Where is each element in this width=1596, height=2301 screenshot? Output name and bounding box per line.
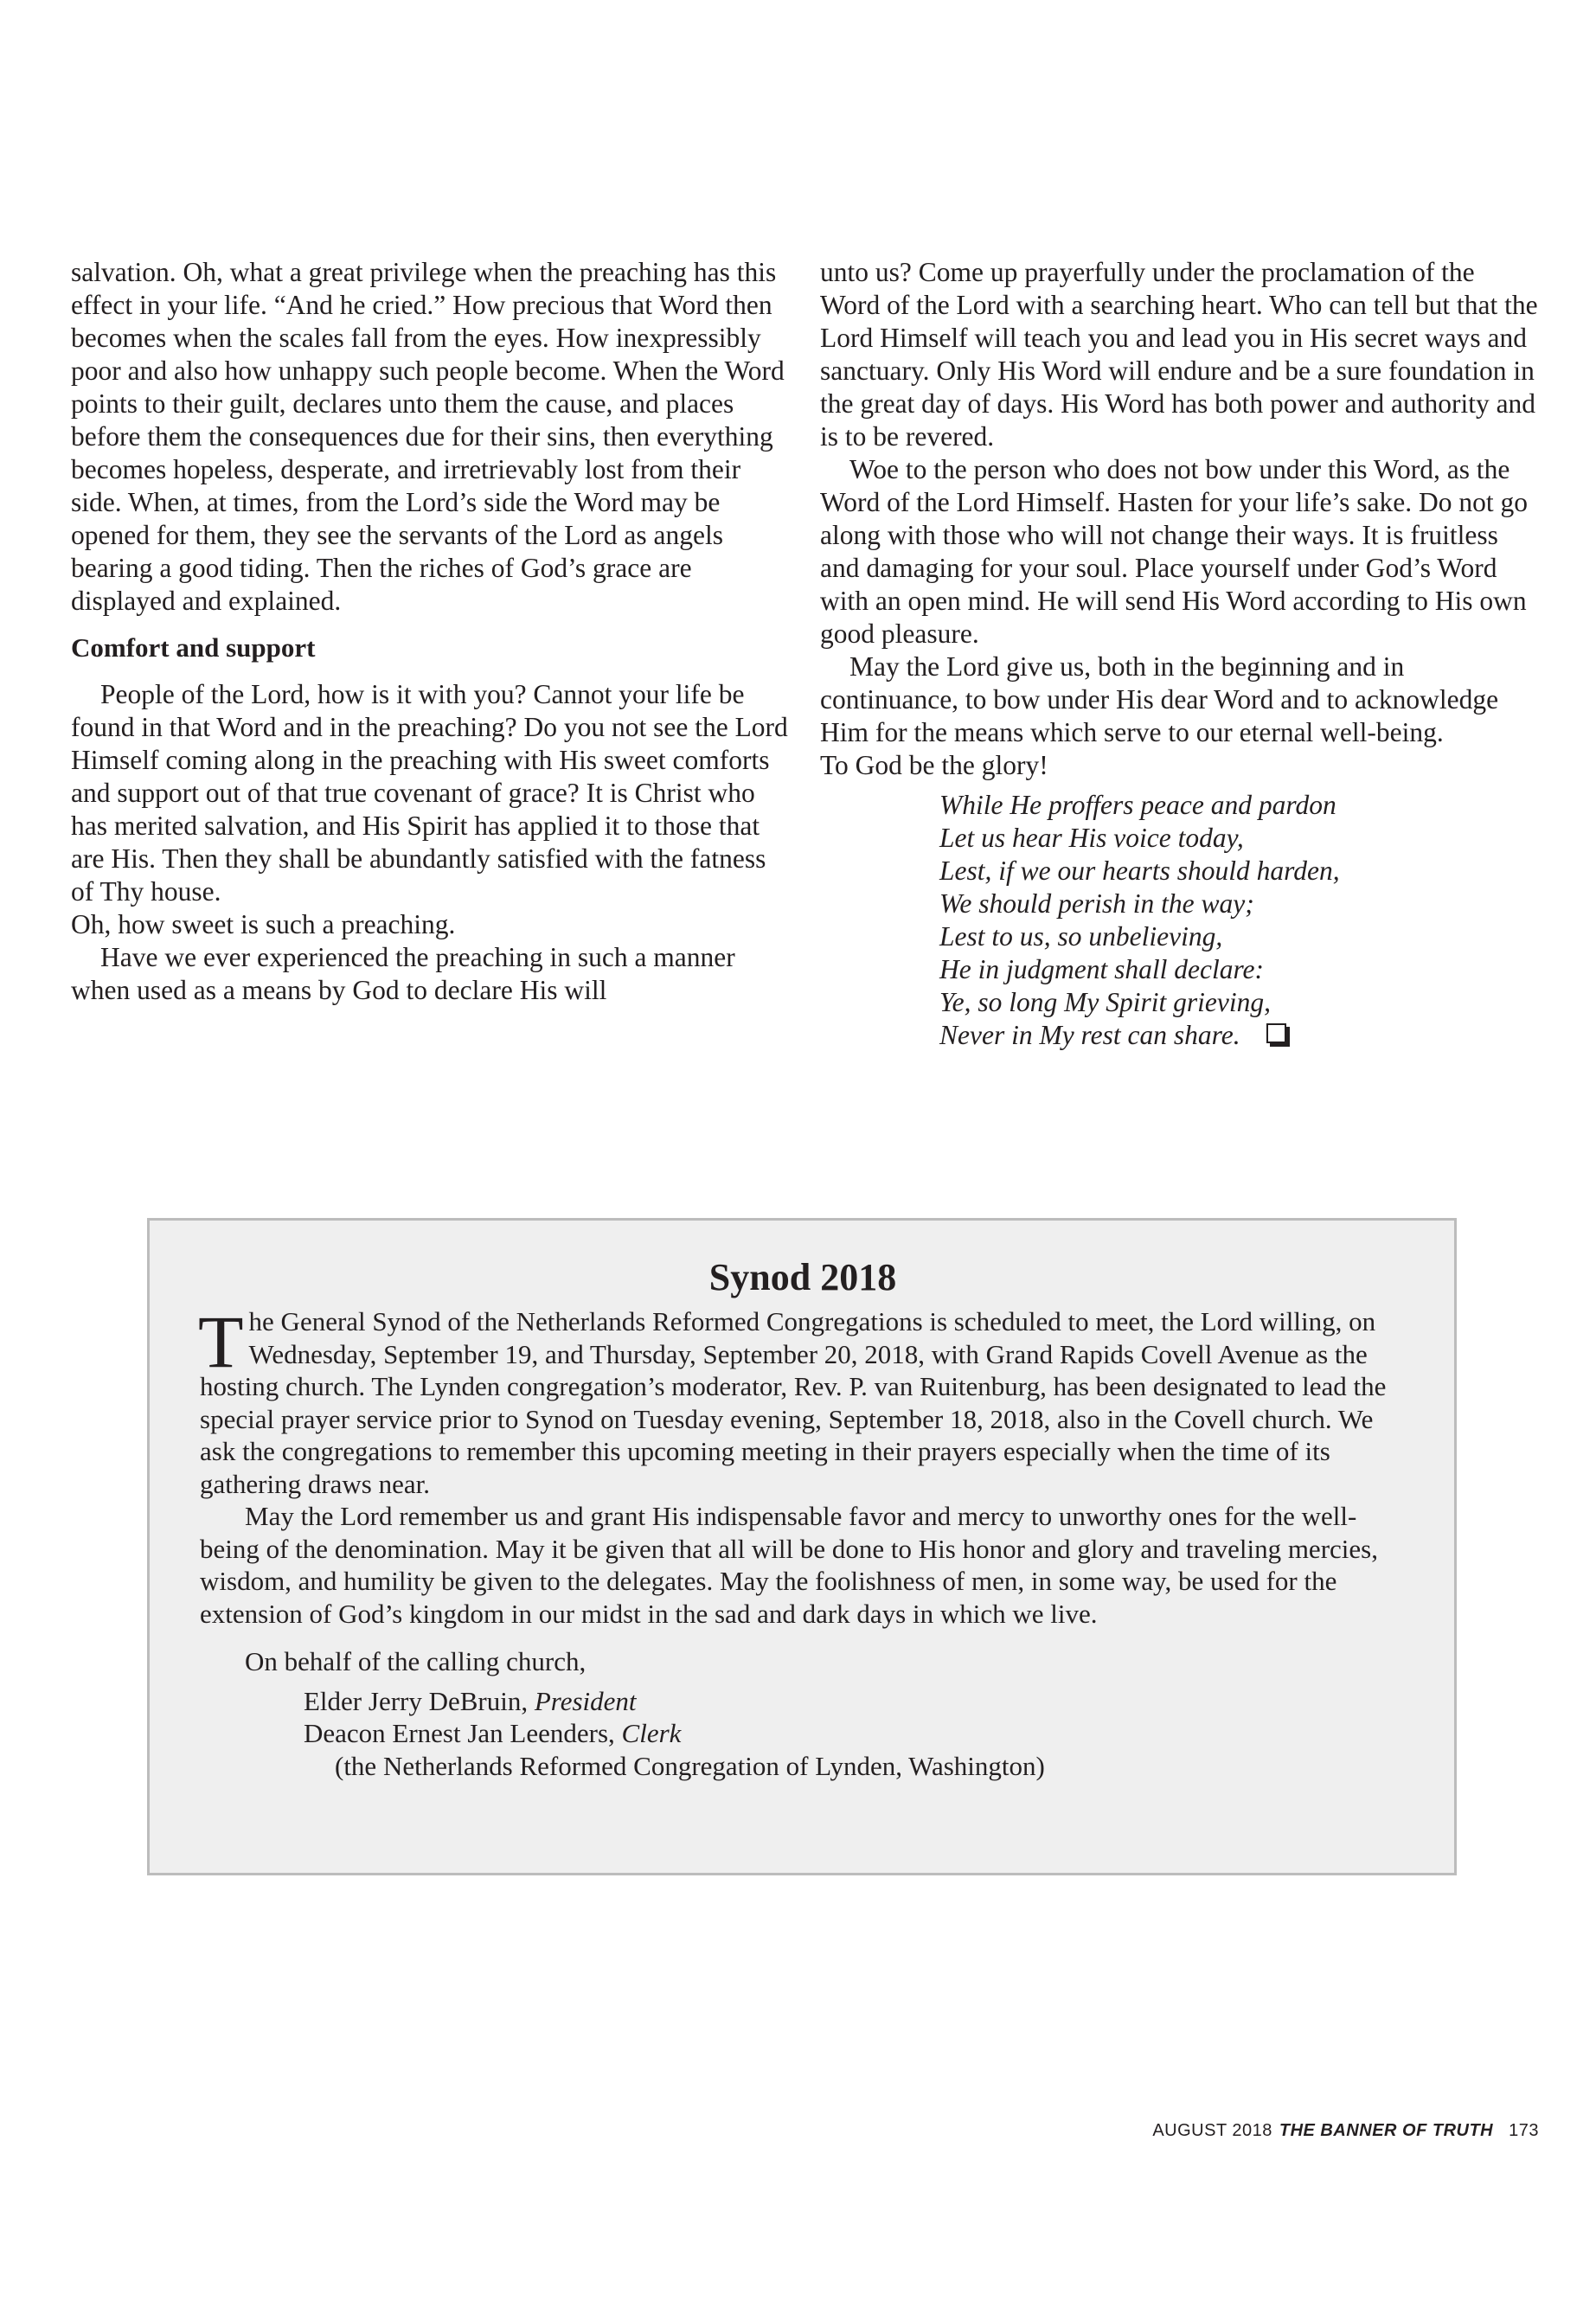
drop-cap: T — [198, 1300, 244, 1383]
poem-line-text: Never in My rest can share. — [939, 1020, 1240, 1050]
poem — [939, 789, 1540, 1052]
page-footer — [1152, 2121, 1539, 2141]
poem-line: Ye, so long My Spirit grieving, — [939, 987, 1271, 1017]
poem-line: He in judgment shall declare: — [939, 954, 1265, 984]
closing-line: To God be the glory! — [820, 750, 1048, 780]
poem-line: While He proffers peace and pardon — [939, 790, 1336, 820]
signer-name: Elder Jerry DeBruin, — [304, 1685, 535, 1716]
notice-paragraph: May the Lord remember us and grant His indispensable favor and mercy to unworthy ones for the well-being of the denomination. May it be given that all will be done to His honor and glory and traveling mercies, wisdom, and humility be given to the delegates. May the foolishness of men, in some way, be used for the extension of God’s kingdom in our midst in the sad and dark days in which we live. — [200, 1501, 1378, 1629]
paragraph: Have we ever experienced the preaching in such a manner when used as a means by God to declare His will — [71, 942, 735, 1005]
end-of-article-icon — [1266, 1023, 1286, 1043]
signer-name: Deacon Ernest Jan Leenders, — [304, 1718, 622, 1748]
paragraph: People of the Lord, how is it with you? Cannot your life be found in that Word and in the preaching? Do you not see the Lord Himself coming along in the preaching with His sweet comforts and support out of that true covenant of grace? It is Christ who has merited salvation, and His Spirit has applied it to those that are His. Then they shall be abundantly satisfied with the fatness of Thy house. — [71, 679, 788, 907]
paragraph: unto us? Come up prayerfully under the proclamation of the Word of the Lord with a searching heart. Who can tell but that the Lord Himself will teach you and lead you in His secret ways and sanctuary. Only His Word will endure and be a sure foundation in the great day of days. His Word has both power and authority and is to be revered. — [820, 257, 1538, 452]
article-column-left — [71, 256, 791, 1007]
issue-date: AUGUST 2018 — [1152, 2121, 1272, 2140]
notice-paragraph — [198, 1300, 1406, 1500]
signer-role: President — [534, 1685, 637, 1716]
signer-role: Clerk — [621, 1718, 682, 1748]
notice-paragraph-text: he General Synod of the Netherlands Reformed Congregations is scheduled to meet, the Lord willing, on Wednesday, September 19, and Thursday, September 20, 2018, with Grand Rapids Covell Avenue as the hosting church. The Lynden congregation’s moderator, Rev. P. van Ruitenburg, has been designated to lead the special prayer service prior to Synod on Tuesday evening, September 18, 2018, also in the Covell church. We ask the congregations to remember this upcoming meeting in their prayers especially when the time of its gathering draws near. — [200, 1306, 1387, 1499]
signer-president — [304, 1685, 1406, 1718]
signer-organization: (the Netherlands Reformed Congregation of Lynden, Washington) — [335, 1750, 1045, 1781]
poem-line: Lest, if we our hearts should harden, — [939, 856, 1340, 886]
page-number: 173 — [1509, 2121, 1539, 2140]
section-heading: Comfort and support — [71, 632, 316, 663]
signature-intro: On behalf of the calling church, — [245, 1646, 586, 1676]
poem-line: We should perish in the way; — [939, 888, 1254, 919]
synod-notice-box — [147, 1218, 1457, 1875]
poem-line: Lest to us, so unbelieving, — [939, 921, 1223, 952]
poem-line: Let us hear His voice today, — [939, 823, 1244, 853]
magazine-name: THE BANNER OF TRUTH — [1279, 2121, 1494, 2140]
article-column-right — [820, 256, 1540, 1052]
paragraph: Oh, how sweet is such a preaching. — [71, 909, 456, 939]
paragraph: salvation. Oh, what a great privilege when the preaching has this effect in your life. “And he cried.” How precious that Word then becomes when the scales fall from the eyes. How inexpressibly poor and also how unhappy such people become. When the Word points to their guilt, declares unto them the cause, and places before them the consequences due for their sins, then everything becomes hopeless, desperate, and irretrievably lost from their side. When, at times, from the Lord’s side the Word may be opened for them, they see the servants of the Lord as angels bearing a good tiding. Then the riches of God’s grace are displayed and explained. — [71, 257, 785, 616]
paragraph: Woe to the person who does not bow under this Word, as the Word of the Lord Himself. Hasten for your life’s sake. Do not go along with those who will not change their ways. It is fruitless and damaging for your soul. Place yourself under God’s Word with an open mind. He will send His Word according to His own good pleasure. — [820, 454, 1529, 649]
paragraph: May the Lord give us, both in the beginning and in continuance, to bow under His dear Word and to acknowledge Him for the means which serve to our eternal well-being. — [820, 651, 1499, 747]
poem-line-last — [939, 1019, 1540, 1052]
notice-title: Synod 2018 — [708, 1256, 897, 1298]
signer-clerk — [304, 1717, 1406, 1750]
